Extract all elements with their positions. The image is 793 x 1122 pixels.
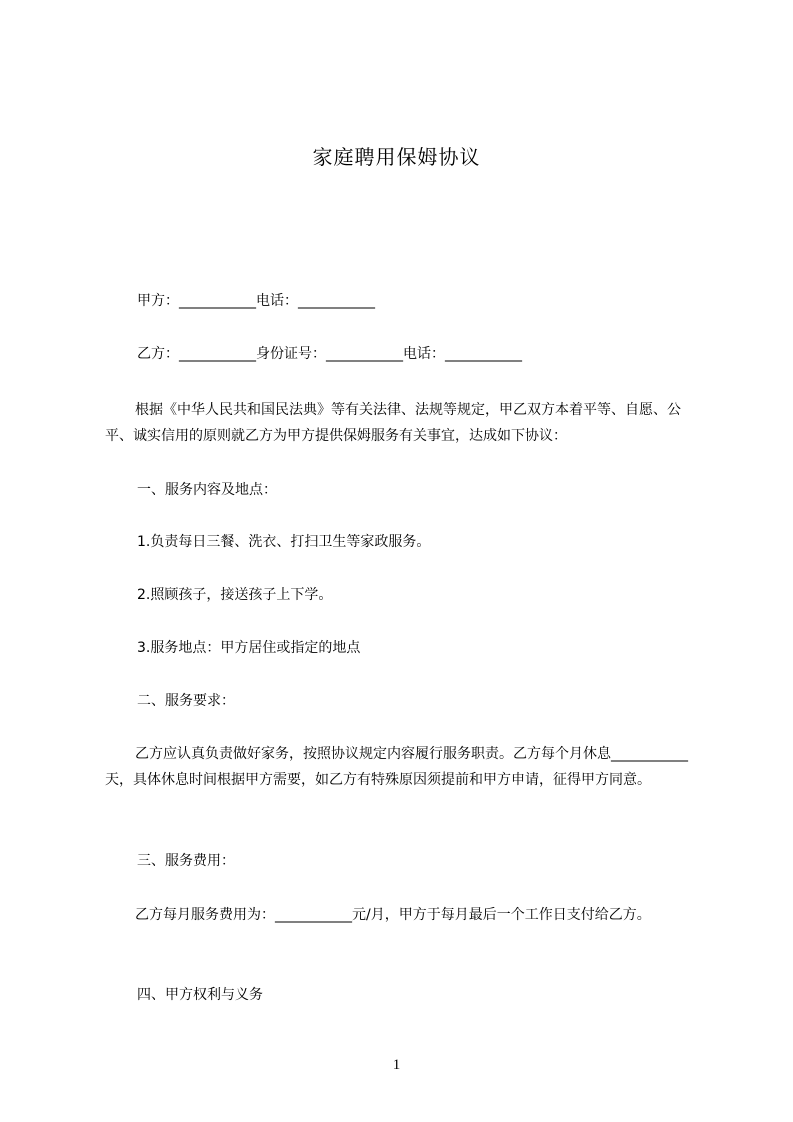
document-title: 家庭聘用保姆协议 (312, 145, 481, 169)
section-2-heading: 二、服务要求： (137, 693, 235, 709)
section-3-heading: 三、服务费用： (137, 853, 235, 869)
preamble-paragraph: 根据《中华人民共和国民法典》等有关法律、法规等规定，甲乙双方本着平等、自愿、公平、诚实信用的原则就乙方为甲方提供保姆服务有关事宜，达成如下协议： (105, 402, 681, 444)
section-1-item-2: 2.照顾孩子，接送孩子上下学。 (137, 587, 333, 603)
page-number: 1 (392, 1057, 401, 1073)
party-b-line: 乙方：___________身份证号：___________电话：___________ (137, 346, 522, 362)
section-3-paragraph: 乙方每月服务费用为：___________元/月，甲方于每月最后一个工作日支付给乙方。 (135, 907, 651, 923)
section-2-paragraph: 乙方应认真负责做好家务，按照协议规定内容履行服务职责。乙方每个月休息___________天，具体休息时间根据甲方需要，如乙方有特殊原因须提前和甲方申请，征得甲方同意。 (105, 746, 688, 788)
section-1-heading: 一、服务内容及地点： (137, 482, 277, 498)
section-1-item-3: 3.服务地点：甲方居住或指定的地点 (137, 640, 361, 656)
section-1-item-1: 1.负责每日三餐、洗衣、打扫卫生等家政服务。 (137, 534, 431, 550)
party-a-line: 甲方：___________电话：___________ (137, 293, 375, 309)
section-4-heading: 四、甲方权利与义务 (137, 987, 263, 1003)
